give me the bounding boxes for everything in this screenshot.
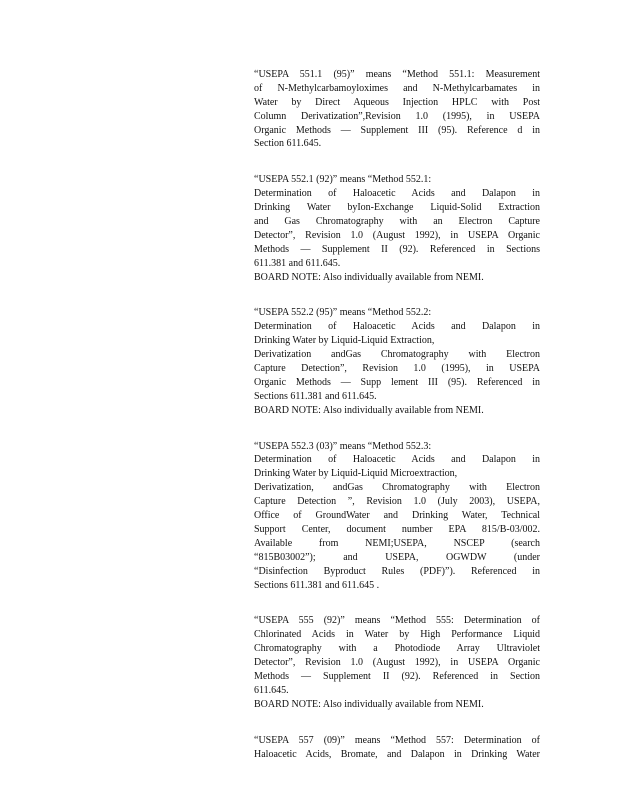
definition-line: Derivatization, andGas Chromatography with Electron (254, 482, 540, 494)
definition-line: Determination of Haloacetic Acids and Dalapon in (254, 321, 540, 333)
definition-line: Organic Methods — Supp lement III (95). Referenced in (254, 376, 540, 388)
definition-line: Methods — Supplement II (92). Referenced in Section (254, 670, 540, 682)
definition-line: “USEPA 557 (09)” means “Method 557: Determination of (254, 734, 540, 746)
definition-line: Determination of Haloacetic Acids and Dalapon in (254, 454, 540, 466)
definition-line: Capture Detection”, Revision 1.0 (1995), in USEPA (254, 363, 540, 375)
usepa-552-1-entry (254, 173, 540, 284)
definition-line: Column Derivatization”,Revision 1.0 (1995), in USEPA (254, 110, 540, 122)
definition-line: Detector”, Revision 1.0 (August 1992), in USEPA Organic (254, 657, 540, 669)
definition-line: 611.645. (254, 684, 289, 696)
usepa-552-2-entry (254, 306, 540, 417)
definition-line: and Gas Chromatography with an Electron Capture (254, 216, 540, 228)
board-note-line: BOARD NOTE: Also individually available from NEMI. (254, 271, 484, 283)
definition-line: “USEPA 552.3 (03)” means “Method 552.3: (254, 440, 432, 452)
definition-line: Water by Direct Aqueous Injection HPLC with Post (254, 96, 540, 108)
definition-line: Available from NEMI;USEPA, NSCEP (search (254, 537, 540, 549)
definition-line: Organic Methods — Supplement III (95). Reference d in (254, 124, 540, 136)
definition-line: Support Center, document number EPA 815/B-03/002. (254, 523, 540, 535)
definition-line: “815B03002”); and USEPA, OGWDW (under (254, 551, 540, 563)
definition-line: Methods — Supplement II (92). Referenced in Sections (254, 243, 540, 255)
definition-line: Haloacetic Acids, Bromate, and Dalapon in Drinking Water (254, 748, 540, 760)
usepa-557-entry (254, 734, 540, 762)
definition-line: Determination of Haloacetic Acids and Dalapon in (254, 188, 540, 200)
definition-line: “Disinfection Byproduct Rules (PDF)”). Referenced in (254, 565, 540, 577)
definition-line: Drinking Water by Liquid-Liquid Extraction, (254, 335, 435, 347)
definition-line: Chromatography with a Photodiode Array Ultraviolet (254, 643, 540, 655)
definition-line: Office of GroundWater and Drinking Water, Technical (254, 510, 540, 522)
definition-line: Detector”, Revision 1.0 (August 1992), in USEPA Organic (254, 229, 540, 241)
text-column (254, 68, 540, 783)
definition-line: Drinking Water by Liquid-Liquid Microextraction, (254, 468, 458, 480)
usepa-555-entry (254, 614, 540, 711)
definition-line: 611.381 and 611.645. (254, 257, 341, 269)
definition-line: “USEPA 555 (92)” means “Method 555: Determination of (254, 615, 540, 627)
definition-line: Chlorinated Acids in Water by High Performance Liquid (254, 629, 540, 641)
definition-line: Capture Detection ”, Revision 1.0 (July 2003), USEPA, (254, 496, 540, 508)
definition-line: “USEPA 552.1 (92)” means “Method 552.1: (254, 174, 432, 186)
definition-line: “USEPA 551.1 (95)” means “Method 551.1: Measurement (254, 69, 540, 80)
usepa-551-1-entry (254, 68, 540, 151)
definition-line: Sections 611.381 and 611.645 . (254, 579, 380, 591)
definition-line: Section 611.645. (254, 138, 322, 150)
board-note-line: BOARD NOTE: Also individually available from NEMI. (254, 404, 484, 416)
usepa-552-3-entry (254, 440, 540, 593)
definition-line: Drinking Water byIon-Exchange Liquid-Solid Extraction (254, 202, 540, 214)
board-note-line: BOARD NOTE: Also individually available from NEMI. (254, 698, 484, 710)
definition-line: of N-Methylcarbamoyloximes and N-Methylcarbamates in (254, 82, 540, 94)
definition-line: Derivatization andGas Chromatography with Electron (254, 349, 540, 361)
definition-line: Sections 611.381 and 611.645. (254, 390, 377, 402)
definition-line: “USEPA 552.2 (95)” means “Method 552.2: (254, 307, 432, 319)
